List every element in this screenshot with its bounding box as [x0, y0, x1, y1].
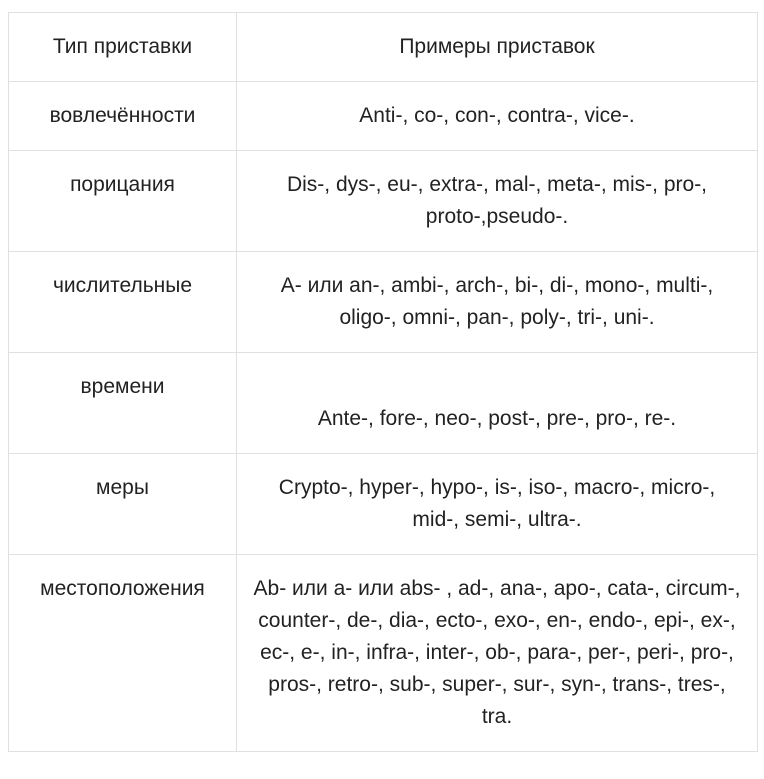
type-cell: времени	[9, 353, 237, 454]
examples-cell: Ab- или a- или abs- , ad-, ana-, apo-, cata-, circum-, counter-, de-, dia-, ecto-, exo-, en-, endo-, epi-, ex-, ec-, e-, in-, infra-, inter-, ob-, para-, per-, peri-, pro-, pros-, retro-, sub-, super-, sur-, syn-, trans-, tres-, tra.	[237, 555, 758, 752]
table-header-row	[9, 13, 758, 82]
examples-cell: Crypto-, hyper-, hypo-, is-, iso-, macro-, micro-, mid-, semi-, ultra-.	[237, 454, 758, 555]
type-cell: числительные	[9, 252, 237, 353]
examples-cell: A- или an-, ambi-, arch-, bi-, di-, mono-, multi-, oligo-, omni-, pan-, poly-, tri-, uni-.	[237, 252, 758, 353]
table-row	[9, 151, 758, 252]
header-examples: Примеры приставок	[237, 13, 758, 82]
type-cell: вовлечённости	[9, 82, 237, 151]
examples-cell: Ante-, fore-, neo-, post-, pre-, pro-, re-.	[237, 353, 758, 454]
table-row	[9, 353, 758, 454]
table-row	[9, 454, 758, 555]
table-row	[9, 555, 758, 752]
table-row	[9, 252, 758, 353]
examples-cell: Anti-, co-, con-, contra-, vice-.	[237, 82, 758, 151]
table-row	[9, 82, 758, 151]
prefix-table	[8, 12, 758, 752]
examples-cell: Dis-, dys-, eu-, extra-, mal-, meta-, mis-, pro-, proto-,pseudo-.	[237, 151, 758, 252]
type-cell: местоположения	[9, 555, 237, 752]
type-cell: меры	[9, 454, 237, 555]
type-cell: порицания	[9, 151, 237, 252]
header-type: Тип приставки	[9, 13, 237, 82]
